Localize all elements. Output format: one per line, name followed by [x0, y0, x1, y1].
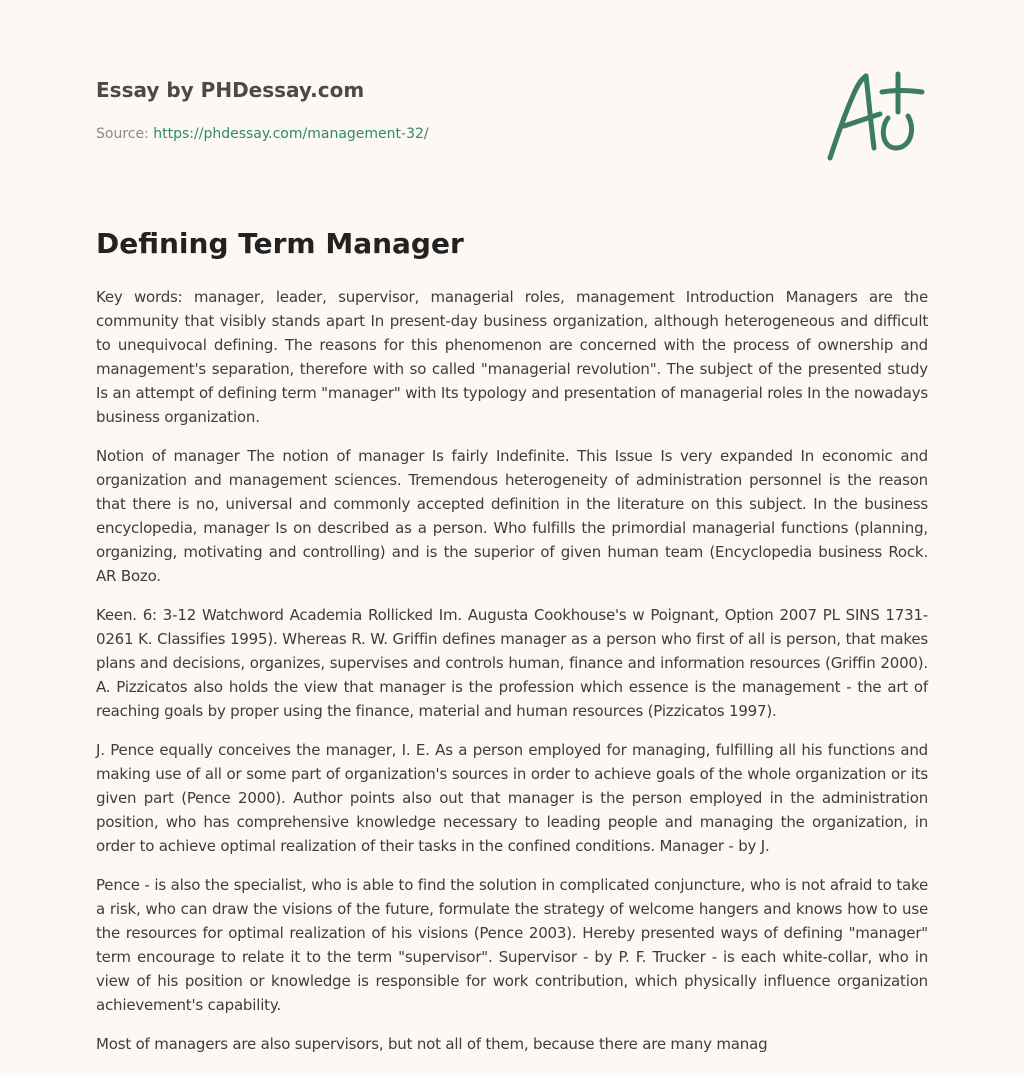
- essay-body: [96, 285, 928, 1071]
- essay-paragraph: Notion of manager The notion of manager Is fairly Indefinite. This Issue Is very expanded In economic and organization and management sciences. Tremendous heterogeneity of administration personnel is the reason that there is no, universal and commonly accepted definition in the literature on this subject. In the business encyclopedia, manager Is on described as a person. Who fulfills the primordial managerial functions (planning, organizing, motivating and controlling) and is the superior of given human team (Encyclopedia business Rock. AR Bozo.: [96, 447, 928, 585]
- essay-paragraph: J. Pence equally conceives the manager, I. E. As a person employed for managing, fulfilling all his functions and making use of all or some part of organization's sources in order to achieve goals of the whole organization or its given part (Pence 2000). Author points also out that manager is the person employed in the administration position, who has comprehensive knowledge necessary to leading people and managing the organization, in order to achieve optimal realization of their tasks in the confined conditions. Manager - by J.: [96, 741, 928, 855]
- essay-paragraph: Most of managers are also supervisors, but not all of them, because there are many manag: [96, 1035, 768, 1053]
- essay-paragraph: Key words: manager, leader, supervisor, managerial roles, management Introduction Managers are the community that visibly stands apart In present-day business organization, although heterogeneous and difficult to unequivocal defining. The reasons for this phenomenon are concerned with the process of ownership and management's separation, therefore with so called "managerial revolution". The subject of the presented study Is an attempt of defining term "manager" with Its typology and presentation of managerial roles In the nowadays business organization.: [96, 288, 928, 426]
- source-label: Source:: [96, 126, 154, 142]
- essay-title: Defining Term Manager: [96, 227, 464, 260]
- a-plus-logo-icon: [822, 68, 926, 164]
- site-brand: Essay by PHDessay.com: [96, 78, 365, 102]
- source-line: [96, 124, 656, 144]
- source-link[interactable]: https://phdessay.com/management-32/: [153, 126, 429, 142]
- essay-paragraph: Keen. 6: 3-12 Watchword Academia Rollicked Im. Augusta Cookhouse's w Poignant, Option 2007 PL SINS 1731-0261 K. Classifies 1995). Whereas R. W. Griffin defines manager as a person who first of all is person, that makes plans and decisions, organizes, supervises and controls human, finance and information resources (Griffin 2000). A. Pizzicatos also holds the view that manager is the profession which essence is the management - the art of reaching goals by proper using the finance, material and human resources (Pizzicatos 1997).: [96, 606, 928, 720]
- essay-header: [96, 76, 656, 144]
- essay-paragraph: Pence - is also the specialist, who is able to find the solution in complicated conjuncture, who is not afraid to take a risk, who can draw the visions of the future, formulate the strategy of welcome hangers and knows how to use the resources for optimal realization of his visions (Pence 2003). Hereby presented ways of defining "manager" term encourage to relate it to the term "supervisor". Supervisor - by P. F. Trucker - is each white-collar, who in view of his position or knowledge is responsible for work contribution, which physically influence organization achievement's capability.: [96, 876, 928, 1014]
